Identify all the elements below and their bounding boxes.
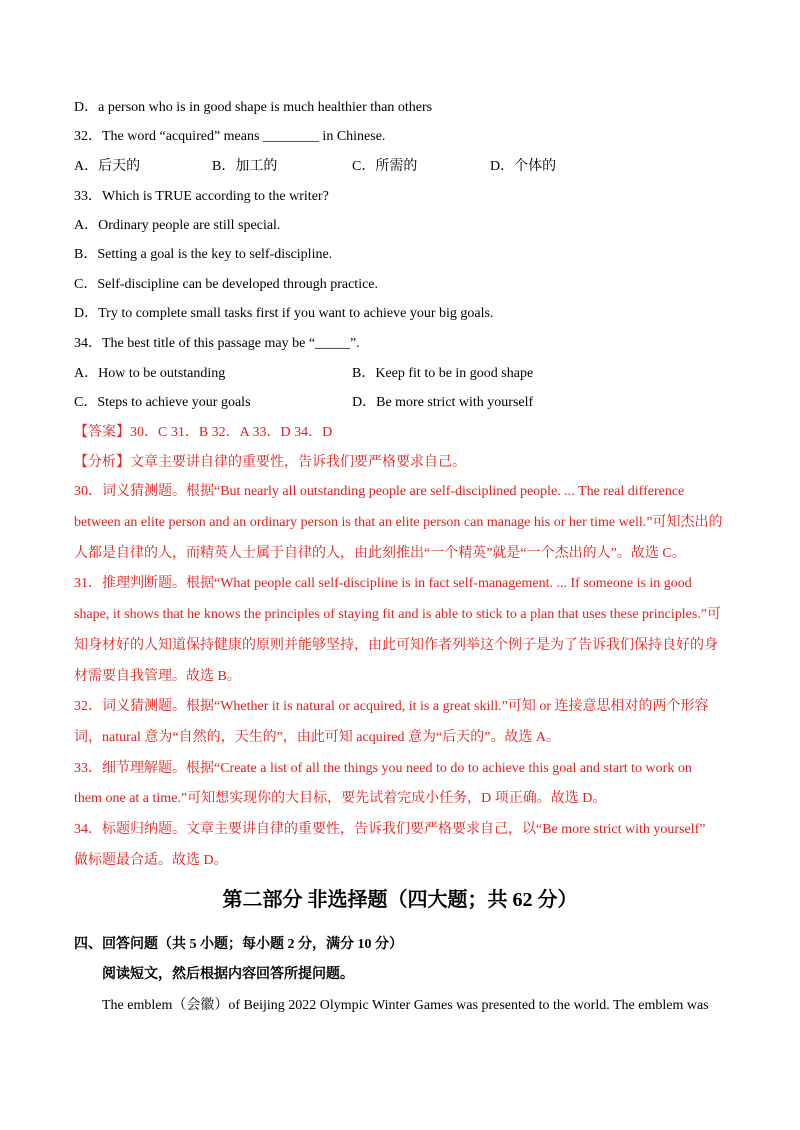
- analysis: 【分析】文章主要讲自律的重要性，告诉我们要严格要求自己。: [74, 455, 466, 470]
- option-a: A．后天的: [74, 159, 141, 174]
- question-34-options-row-1: [74, 364, 734, 384]
- option-b: B．Keep fit to be in good shape: [352, 366, 534, 381]
- option-c: C．Steps to achieve your goals: [74, 395, 251, 410]
- question-33-option-d: D．Try to complete small tasks first if you want to achieve your big goals.: [74, 306, 494, 321]
- question-33-option-a: A．Ordinary people are still special.: [74, 218, 281, 233]
- explanation-line: 材需要自我管理。故选 B。: [74, 669, 241, 684]
- passage-text: The emblem（会徽）of Beijing 2022 Olympic Winter Games was presented to the world. The emblem was: [102, 998, 709, 1013]
- answer-key: 【答案】30．C 31．B 32．A 33．D 34．D: [74, 425, 333, 440]
- option-d: D．Be more strict with yourself: [352, 395, 534, 410]
- reading-instruction: 阅读短文，然后根据内容回答所提问题。: [102, 967, 354, 982]
- explanation-line: shape, it shows that he knows the principles of staying fit and is able to stick to a plan that uses these principles.”可: [74, 607, 721, 622]
- explanation-line: 知身材好的人知道保持健康的原则并能够坚持，由此可知作者列举这个例子是为了告诉我们保持良好的身: [74, 638, 718, 653]
- question-33-stem: 33．Which is TRUE according to the writer?: [74, 189, 329, 204]
- question-34-options-row-2: [74, 393, 734, 413]
- question-34-stem: 34．The best title of this passage may be “_____”.: [74, 336, 360, 351]
- question-32-stem: 32．The word “acquired” means ________ in Chinese.: [74, 129, 386, 144]
- explanation-line: between an elite person and an ordinary person is that an elite person can manage his or her time well.”可知杰出的: [74, 515, 723, 530]
- explanation-line: 33．细节理解题。根据“Create a list of all the things you need to do to achieve this goal and start to work on: [74, 761, 692, 776]
- explanation-line: 人都是自律的人，而精英人士属于自律的人，由此刻推出“一个精英”就是“一个杰出的人”。故选 C。: [74, 546, 686, 561]
- question-33-option-b: B．Setting a goal is the key to self-discipline.: [74, 247, 333, 262]
- section-four-heading: 四、回答问题（共 5 小题；每小题 2 分，满分 10 分）: [74, 937, 403, 952]
- part-two-heading: 第二部分 非选择题（四大题；共 62 分）: [222, 889, 578, 911]
- explanation-line: 30．词义猜测题。根据“But nearly all outstanding people are self-disciplined people. ... The real difference: [74, 484, 685, 499]
- explanation-line: 做标题最合适。故选 D。: [74, 853, 228, 868]
- explanation-line: 31．推理判断题。根据“What people call self-discipline is in fact self-management. ... If someone is in good: [74, 576, 692, 591]
- question-32-options: [74, 157, 734, 177]
- explanation-line: 词，natural 意为“自然的，天生的”，由此可知 acquired 意为“后天的”。故选 A。: [74, 730, 561, 745]
- question-33-option-c: C．Self-discipline can be developed through practice.: [74, 277, 379, 292]
- option-c: C．所需的: [352, 159, 418, 174]
- question-31-option-d: D．a person who is in good shape is much healthier than others: [74, 100, 433, 115]
- option-a: A．How to be outstanding: [74, 366, 226, 381]
- explanation-line: 32．词义猜测题。根据“Whether it is natural or acquired, it is a great skill.”可知 or 连接意思相对的两个形容: [74, 699, 709, 714]
- explanation-line: them one at a time.”可知想实现你的大目标，要先试着完成小任务，D 项正确。故选 D。: [74, 791, 607, 806]
- option-b: B．加工的: [212, 159, 278, 174]
- option-d: D．个体的: [490, 159, 557, 174]
- explanation-line: 34．标题归纳题。文章主要讲自律的重要性，告诉我们要严格要求自己，以“Be more strict with yourself”: [74, 822, 706, 837]
